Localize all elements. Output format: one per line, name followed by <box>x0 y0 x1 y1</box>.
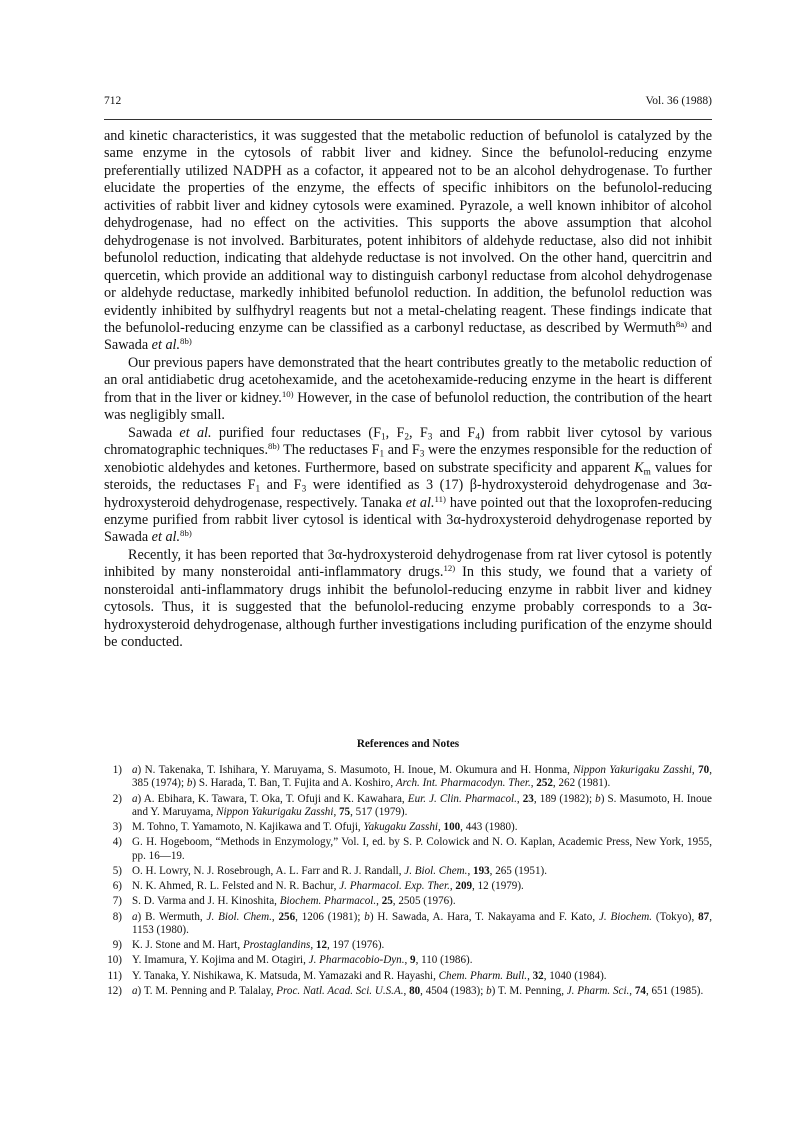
body-paragraph: and kinetic characteristics, it was suggested that the metabolic reduction of befunolol is catalyzed by the same enzyme in the cytosols of rabbit liver and kidney. Since the befunolol-reducing enzyme preferentially utilized NADPH as a cofactor, it appeared not to be an alcohol dehydrogenase. To further elucidate the properties of the enzyme, the effects of specific inhibitors on the befunolol-reducing activities of rabbit liver and kidney cytosols were examined. Pyrazole, a well known inhibitor of alcohol dehydrogenase, had no effect on the activities. This supports the above assumption that alcohol dehydrogenase is not involved. Barbiturates, potent inhibitors of aldehyde reductase, also did not inhibit befunolol reduction, indicating that aldehyde reductase is not involved. On the other hand, quercitrin and quercetin, which provide an additional way to distinguish carbonyl reductase from alcohol dehydrogenase or aldehyde reductase, markedly inhibited befunolol reduction. In addition, the befunolol reduction was evidently inhibited by sulfhydryl reagents but not a metal-chelating reagent. These findings indicate that the befunolol-reducing enzyme can be classified as a carbonyl reductase, as described by Wermuth$^{8a)}$ and Sawada et al.$^{8b)}$ <box>104 128 712 354</box>
reference-text: O. H. Lowry, N. J. Rosebrough, A. L. Farr and R. J. Randall, J. Biol. Chem., 193, 265 (1951). <box>132 864 547 877</box>
reference-item <box>104 911 712 938</box>
reference-text: G. H. Hogeboom, “Methods in Enzymology,” Vol. I, ed. by S. P. Colowick and N. O. Kaplan, Academic Press, New York, 1955, pp. 16—19. <box>132 836 712 862</box>
reference-text: a) N. Takenaka, T. Ishihara, Y. Maruyama, S. Masumoto, H. Inoue, M. Okumura and H. Honma, Nippon Yakurigaku Zasshi, 70, 385 (1974); b) S. Harada, T. Ban, T. Fujita and A. Koshiro, Arch. Int. Pharmacodyn. Ther., 252, 262 (1981). <box>132 764 712 790</box>
reference-item <box>104 954 712 967</box>
references-heading: References and Notes <box>356 738 460 750</box>
reference-item <box>104 939 712 952</box>
header-rule <box>104 119 712 120</box>
reference-number: 3) <box>112 821 122 834</box>
reference-list <box>104 764 712 1000</box>
reference-number: 12) <box>107 984 122 997</box>
reference-text: a) T. M. Penning and P. Talalay, Proc. Natl. Acad. Sci. U.S.A., 80, 4504 (1983); b) T. M. Penning, J. Pharm. Sci., 74, 651 (1985). <box>132 984 704 997</box>
reference-number: 4) <box>112 836 122 849</box>
reference-item <box>104 970 712 983</box>
reference-number: 11) <box>107 969 122 982</box>
reference-text: M. Tohno, T. Yamamoto, N. Kajikawa and T. Ofuji, Yakugaku Zasshi, 100, 443 (1980). <box>132 821 518 834</box>
body-paragraph: Our previous papers have demonstrated that the heart contributes greatly to the metabolic reduction of an oral antidiabetic drug acetohexamide, and the acetohexamide-reducing enzyme in the heart is different from that in the liver or kidney.$^{10)}$ However, in the case of befunolol reduction, the contribution of the heart was negligibly small. <box>104 354 713 424</box>
reference-text: a) B. Wermuth, J. Biol. Chem., 256, 1206 (1981); b) H. Sawada, A. Hara, T. Nakayama and F. Kato, J. Biochem. (Tokyo), 87, 1153 (1980). <box>132 910 712 937</box>
reference-number: 7) <box>112 895 122 908</box>
reference-text: a) A. Ebihara, K. Tawara, T. Oka, T. Ofuji and K. Kawahara, Eur. J. Clin. Pharmacol., 23, 189 (1982); b) S. Masumoto, H. Inoue and Y. Maruyama, Nippon Yakurigaku Zasshi, 75, 517 (1979). <box>132 792 712 818</box>
reference-item <box>104 836 712 863</box>
volume-label: Vol. 36 (1988) <box>645 95 712 107</box>
reference-text: Y. Imamura, Y. Kojima and M. Otagiri, J. Pharmacobio-Dyn., 9, 110 (1986). <box>132 954 473 967</box>
reference-number: 8) <box>112 910 122 923</box>
reference-item <box>104 895 712 908</box>
reference-item <box>104 764 712 791</box>
reference-item <box>104 865 712 878</box>
reference-text: S. D. Varma and J. H. Kinoshita, Biochem. Pharmacol., 25, 2505 (1976). <box>132 895 456 908</box>
reference-number: 5) <box>112 864 122 877</box>
body-paragraph: Recently, it has been reported that 3α-hydroxysteroid dehydrogenase from rat liver cytosol is potently inhibited by many nonsteroidal anti-inflammatory drugs.$^{12)}$ In this study, we found that a variety of nonsteroidal anti-inflammatory drugs inhibit the befunolol-reducing enzyme in rabbit liver and kidney cytosols. Thus, it is suggested that the befunolol-reducing enzyme probably corresponds to a 3α-hydroxysteroid dehydrogenase, although further investigations including purification of the enzyme should be conducted. <box>104 546 713 651</box>
body-text <box>104 128 712 652</box>
reference-item <box>104 880 712 893</box>
reference-number: 1) <box>112 764 122 776</box>
body-paragraph: Sawada et al. purified four reductases ($F_1$, $F_2$, $F_3$ and $F_4$) from rabbit liver cytosol by various chromatographic techniques.$^{8b)}$ The reductases $F_1$ and $F_3$ were the enzymes responsible for the reduction of xenobiotic aldehydes and ketones. Furthermore, based on substrate specificity and apparent $K_m$ values for steroids, the reductases $F_1$ and $F_3$ were identified as 3 (17) β-hydroxysteroid dehydrogenase and 3α-hydroxysteroid dehydrogenase, respectively. Tanaka et al.$^{11)}$ have pointed out that the loxoprofen-reducing enzyme purified from rabbit liver cytosol is identical with 3α-hydroxysteroid dehydrogenase reported by Sawada et al.$^{8b)}$ <box>104 424 713 546</box>
reference-number: 10) <box>107 954 122 967</box>
reference-number: 9) <box>112 939 122 952</box>
reference-item <box>104 793 712 820</box>
reference-text: Y. Tanaka, Y. Nishikawa, K. Matsuda, M. Yamazaki and R. Hayashi, Chem. Pharm. Bull., 32, 1040 (1984). <box>132 969 607 982</box>
reference-text: K. J. Stone and M. Hart, Prostaglandins, 12, 197 (1976). <box>132 939 385 952</box>
reference-number: 2) <box>112 792 122 805</box>
reference-number: 6) <box>112 880 122 893</box>
page-header <box>104 95 712 113</box>
page-number: 712 <box>104 95 122 107</box>
reference-item <box>104 985 712 998</box>
reference-item <box>104 821 712 834</box>
reference-text: N. K. Ahmed, R. L. Felsted and N. R. Bachur, J. Pharmacol. Exp. Ther., 209, 12 (1979). <box>132 880 524 893</box>
